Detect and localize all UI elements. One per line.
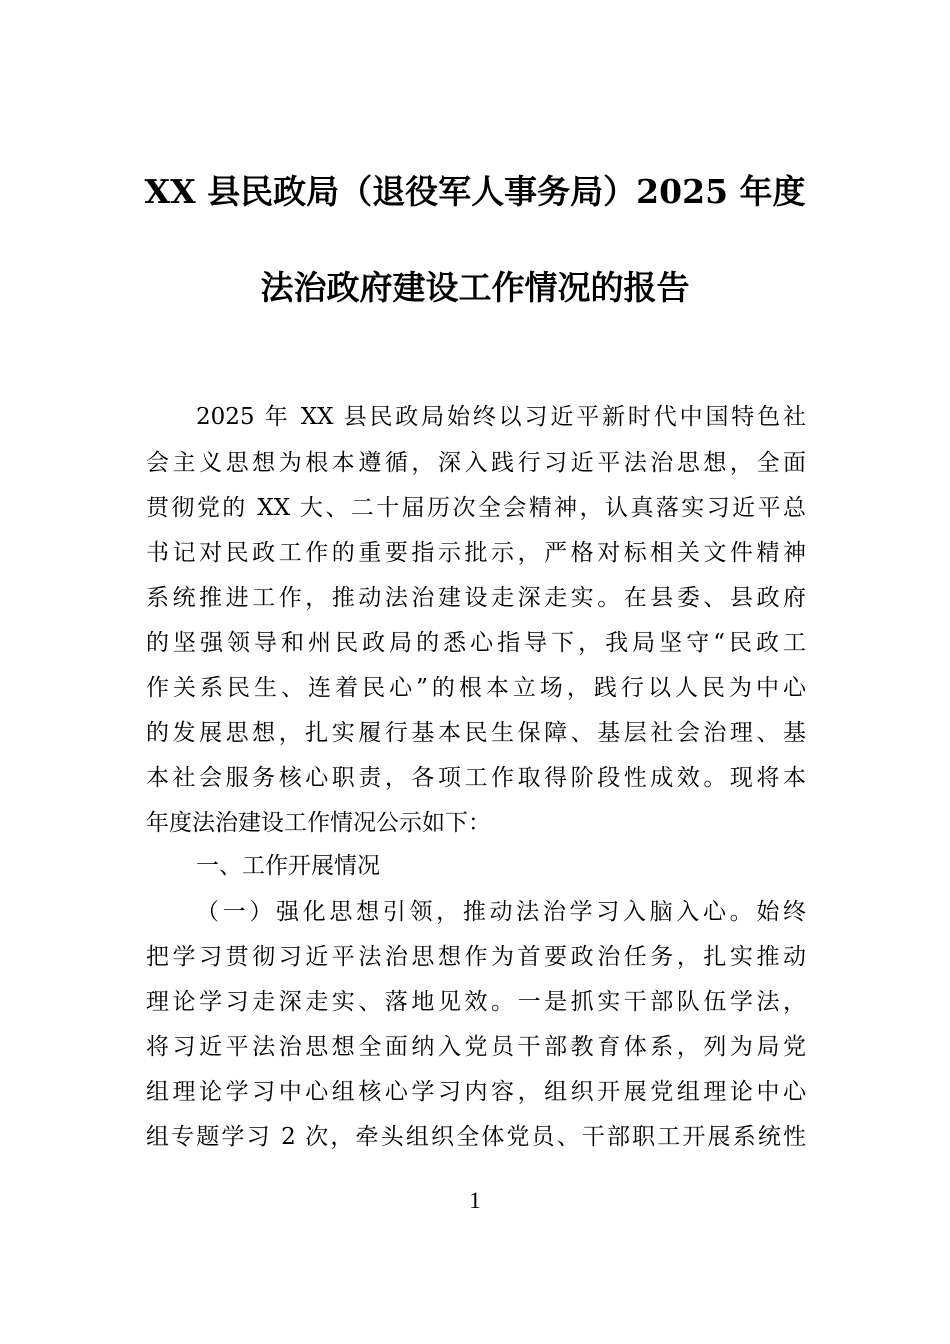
paragraph-2-line: 组理论学习中心组核心学习内容，组织开展党组理论中心 (146, 1079, 806, 1105)
paragraph-1-line: 会主义思想为根本遵循，深入践行习近平法治思想，全面 (146, 450, 806, 476)
subsection-first-line-text: 始终 (756, 899, 807, 925)
paragraph-1-line: 2025 年 XX 县民政局始终以习近平新时代中国特色社 (196, 404, 806, 430)
paragraph-1-line: 书记对民政工作的重要指示批示，严格对标相关文件精神 (146, 540, 806, 566)
page-number: 1 (469, 1188, 481, 1213)
paragraph-2-line: 组专题学习 2 次，牵头组织全体党员、干部职工开展系统性 (146, 1124, 806, 1150)
paragraph-2-line: 理论学习走深走实、落地见效。一是抓实干部队伍学法， (146, 989, 806, 1015)
subsection-first-line (196, 897, 806, 927)
document-title-line-2: 法治政府建设工作情况的报告 (260, 268, 690, 307)
paragraph-2-line: 将习近平法治思想全面纳入党员干部教育体系，列为局党 (146, 1034, 806, 1060)
subsection-title: （一）强化思想引领，推动法治学习入脑入心。 (196, 899, 757, 925)
paragraph-1-line: 贯彻党的 XX 大、二十届历次全会精神，认真落实习近平总 (146, 495, 806, 521)
paragraph-1-line: 作关系民生、连着民心”的根本立场，践行以人民为中心 (146, 675, 806, 701)
paragraph-1-line: 的发展思想，扎实履行基本民生保障、基层社会治理、基 (146, 720, 806, 746)
paragraph-1-line: 年度法治建设工作情况公示如下： (146, 810, 491, 836)
section-heading: 一、工作开展情况 (196, 853, 380, 879)
document-title-line-1: XX 县民政局（退役军人事务局）2025 年度 (144, 172, 806, 211)
paragraph-2-line: 把学习贯彻习近平法治思想作为首要政治任务，扎实推动 (146, 944, 806, 970)
paragraph-1-line: 本社会服务核心职责，各项工作取得阶段性成效。现将本 (146, 765, 806, 791)
paragraph-1-line: 系统推进工作，推动法治建设走深走实。在县委、县政府 (146, 585, 806, 611)
paragraph-1-line: 的坚强领导和州民政局的悉心指导下，我局坚守“民政工 (146, 630, 806, 656)
